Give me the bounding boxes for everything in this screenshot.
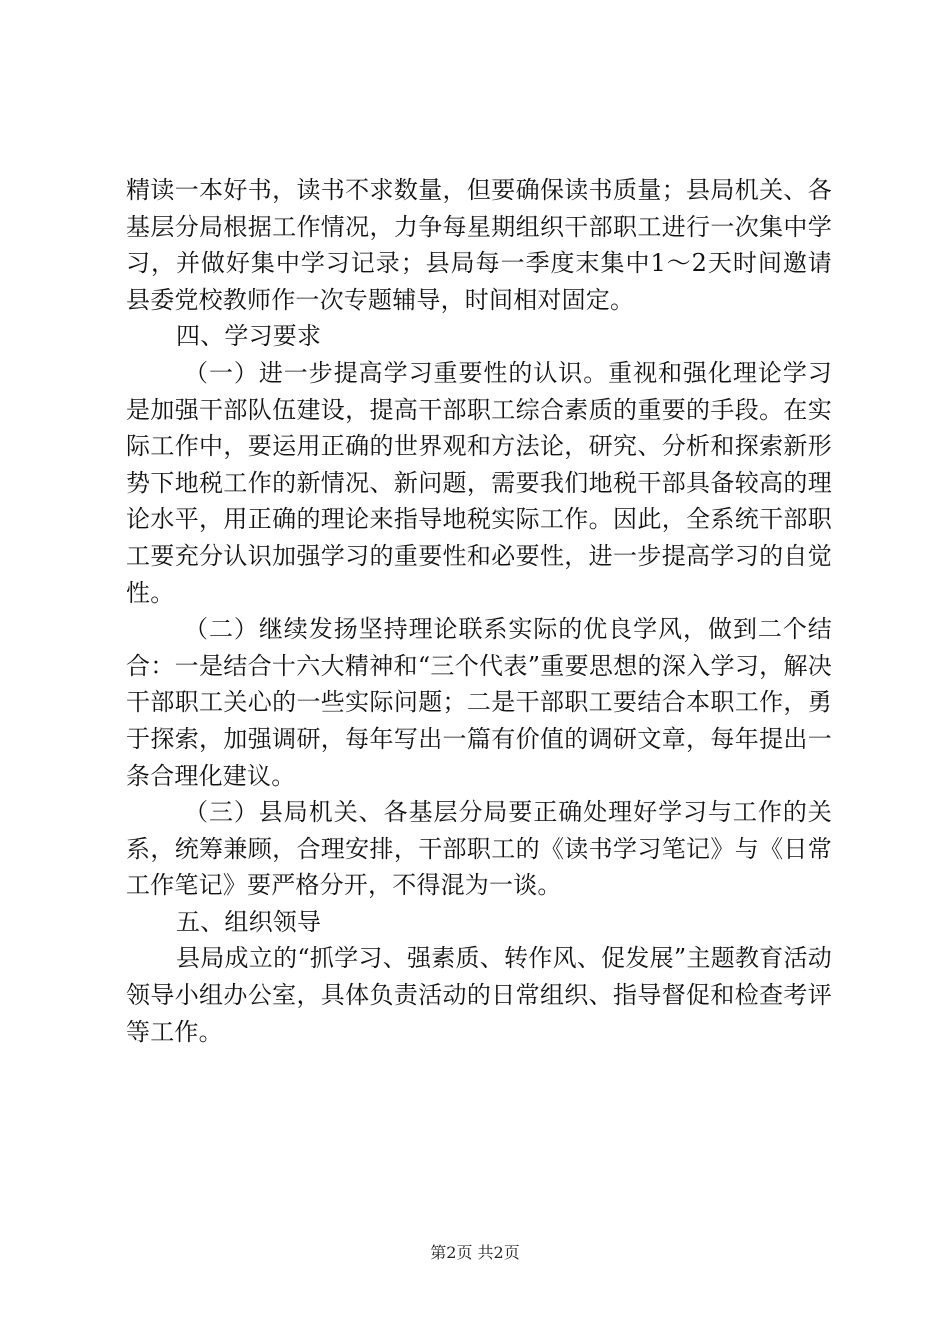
paragraph-requirement-3: （三）县局机关、各基层分局要正确处理好学习与工作的关系，统筹兼顾，合理安排，干部职工的《读书学习笔记》与《日常工作笔记》要严格分开，不得混为一谈。 [126, 798, 832, 900]
paragraph-organization: 县局成立的“抓学习、强素质、转作风、促发展”主题教育活动领导小组办公室，具体负责活动的日常组织、指导督促和检查考评等工作。 [126, 944, 832, 1046]
document-body [126, 172, 832, 1050]
paragraph-reading-schedule: 精读一本好书，读书不求数量，但要确保读书质量；县局机关、各基层分局根据工作情况，力争每星期组织干部职工进行一次集中学习，并做好集中学习记录；县局每一季度末集中1～2天时间邀请县委党校教师作一次专题辅导，时间相对固定。 [126, 176, 832, 314]
section-heading-learning-requirements: 四、学习要求 [176, 322, 322, 351]
paragraph-requirement-2: （二）继续发扬坚持理论联系实际的优良学风，做到二个结合：一是结合十六大精神和“三个代表”重要思想的深入学习，解决干部职工关心的一些实际问题；二是干部职工要结合本职工作，勇于探索，加强调研，每年写出一篇有价值的调研文章，每年提出一条合理化建议。 [126, 615, 832, 790]
section-heading-organization-leadership: 五、组织领导 [176, 907, 322, 936]
page-number-footer: 第2页 共2页 [430, 1243, 520, 1262]
paragraph-requirement-1: （一）进一步提高学习重要性的认识。重视和强化理论学习是加强干部队伍建设，提高干部职工综合素质的重要的手段。在实际工作中，要运用正确的世界观和方法论，研究、分析和探索新形势下地税工作的新情况、新问题，需要我们地税干部具备较高的理论水平，用正确的理论来指导地税实际工作。因此，全系统干部职工要充分认识加强学习的重要性和必要性，进一步提高学习的自觉性。 [126, 358, 832, 607]
